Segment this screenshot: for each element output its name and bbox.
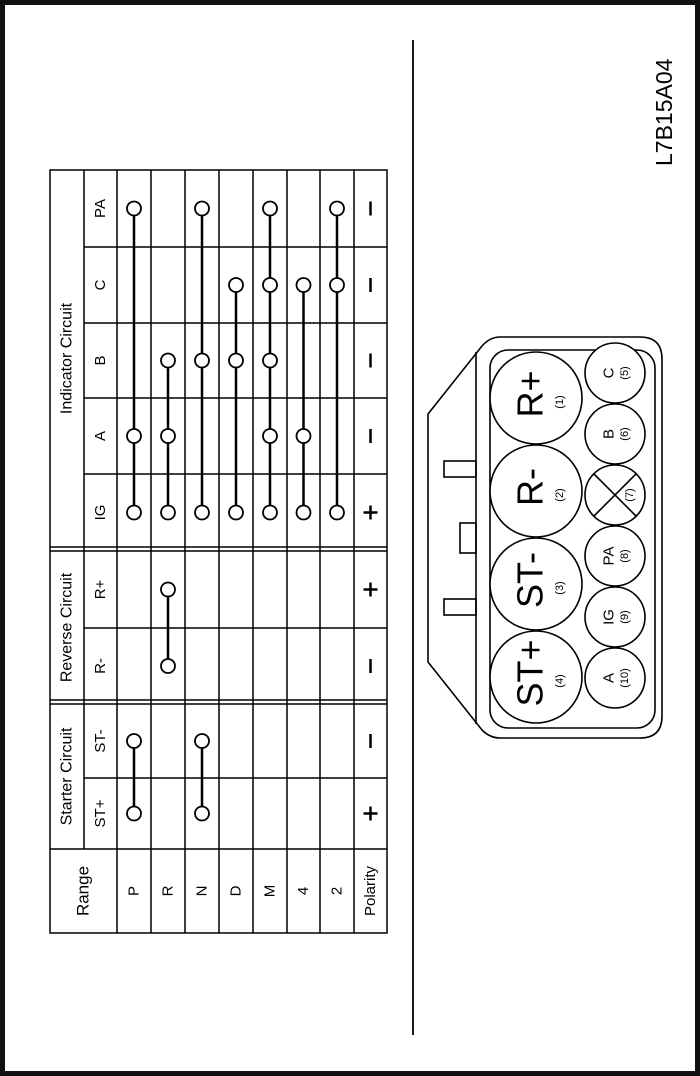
terminal-circle-icon: [127, 734, 141, 748]
column-header-c: C: [92, 279, 109, 291]
range-label-n: N: [193, 885, 211, 897]
column-header-pa: PA: [92, 199, 109, 218]
terminal-circle-icon: [195, 354, 209, 368]
column-header-r-minus: R-: [92, 658, 109, 674]
terminal-circle-icon: [195, 506, 209, 520]
range-label-4: 4: [295, 886, 312, 896]
terminal-circle-icon: [263, 354, 277, 368]
connector-pin-6: [585, 404, 645, 464]
connector-diagram: [428, 337, 662, 738]
terminal-circle-icon: [161, 354, 175, 368]
connector-pin-5: [585, 343, 645, 403]
pin-label: IG: [600, 609, 618, 625]
terminal-circle-icon: [161, 583, 175, 597]
terminal-circle-icon: [127, 202, 141, 216]
locking-tab-1: [444, 461, 476, 477]
terminal-circle-icon: [330, 278, 344, 292]
pin-label: A: [600, 672, 618, 684]
pin-number: (1): [554, 395, 566, 409]
terminal-circle-icon: [195, 202, 209, 216]
terminal-circle-icon: [263, 506, 277, 520]
connector-pin-8: [585, 526, 645, 586]
pin-number: (9): [619, 610, 631, 624]
pin-number: (6): [619, 427, 631, 441]
terminal-circle-icon: [161, 429, 175, 443]
pin-number: (5): [619, 366, 631, 380]
connector-pin-2: [490, 445, 582, 537]
pin-number: (10): [619, 668, 631, 688]
pin-number: (2): [554, 488, 566, 502]
column-header-ig: IG: [92, 504, 109, 521]
connector-pin-9: [585, 587, 645, 647]
pin-number: (3): [554, 581, 566, 595]
pin-label: PA: [600, 546, 618, 566]
terminal-circle-icon: [195, 734, 209, 748]
pin-label: ST+: [509, 639, 551, 707]
terminal-circle-icon: [263, 202, 277, 216]
terminal-circle-icon: [161, 506, 175, 520]
range-label-2: 2: [328, 886, 346, 896]
column-header-b: B: [92, 355, 109, 366]
terminal-circle-icon: [127, 506, 141, 520]
pin-label: ST-: [509, 551, 551, 609]
terminal-circle-icon: [263, 278, 277, 292]
switch-continuity-table: [50, 170, 387, 933]
pin-label: R-: [509, 468, 551, 506]
connector-pin-3: [490, 538, 582, 630]
column-header-a: A: [92, 430, 109, 442]
terminal-circle-icon: [195, 807, 209, 821]
range-label-p: P: [125, 885, 143, 897]
pin-label: C: [600, 367, 618, 379]
connector-pin-10: [585, 648, 645, 708]
terminal-circle-icon: [330, 202, 344, 216]
range-label-m: M: [261, 884, 279, 898]
terminal-circle-icon: [161, 659, 175, 673]
locking-tab-3: [444, 599, 476, 615]
terminal-circle-icon: [127, 807, 141, 821]
pin-number: (7): [624, 488, 636, 502]
group-header-indicator-circuit: Indicator Circuit: [58, 302, 76, 415]
pin-label: R+: [509, 370, 551, 418]
range-header: Range: [73, 865, 93, 917]
connector-pin-7: [585, 465, 645, 525]
terminal-circle-icon: [297, 278, 311, 292]
column-header-st-plus: ST+: [92, 799, 109, 828]
pin-label: B: [600, 428, 618, 440]
terminal-circle-icon: [229, 354, 243, 368]
column-header-st-minus: ST-: [92, 729, 109, 753]
pin-number: (8): [619, 549, 631, 563]
terminal-circle-icon: [127, 429, 141, 443]
terminal-circle-icon: [229, 506, 243, 520]
pin-number: (4): [554, 674, 566, 688]
group-header-reverse-circuit: Reverse Circuit: [58, 572, 76, 683]
range-label-r: R: [159, 885, 177, 897]
terminal-circle-icon: [297, 429, 311, 443]
connector-pin-4: [490, 631, 582, 723]
terminal-circle-icon: [297, 506, 311, 520]
connector-pin-1: [490, 352, 582, 444]
polarity-label: Polarity: [362, 865, 379, 917]
range-label-d: D: [227, 885, 245, 897]
group-header-starter-circuit: Starter Circuit: [58, 727, 76, 826]
column-header-r-plus: R+: [92, 579, 109, 600]
terminal-circle-icon: [229, 278, 243, 292]
terminal-circle-icon: [330, 506, 344, 520]
figure-id: L7B15A04: [651, 58, 677, 166]
terminal-circle-icon: [263, 429, 277, 443]
locking-tab-2: [460, 523, 476, 553]
